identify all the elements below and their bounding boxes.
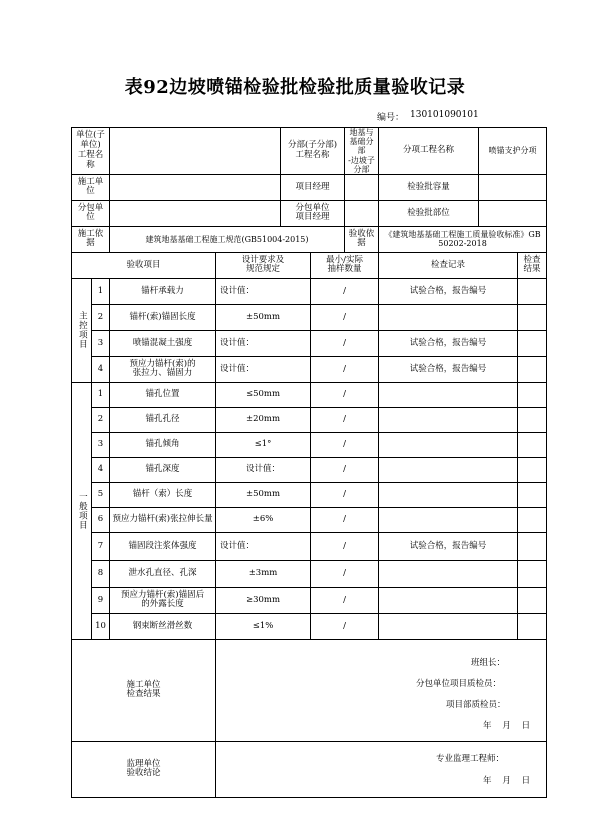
general-item-name: 泄水孔直径、孔深 [110, 560, 216, 587]
construction-unit-value[interactable] [110, 174, 281, 200]
main-item-no: 3 [92, 330, 110, 356]
general-item-name: 锚孔深度 [110, 457, 216, 482]
pm-label: 项目经理 [281, 174, 345, 200]
main-group-label: 主控项目 [72, 278, 92, 382]
code-label: 编号： [377, 113, 405, 123]
general-item-no: 3 [92, 432, 110, 457]
general-item-sample: / [311, 532, 379, 560]
general-item-no: 10 [92, 613, 110, 639]
col-item: 验收项目 [72, 252, 216, 278]
basis-value: 建筑地基基础工程施工规范(GB51004-2015) [110, 226, 345, 252]
supervision-label: 监理单位 验收结论 [72, 741, 216, 797]
construction-date: 年 月 日 [483, 720, 531, 731]
general-item-name: 锚孔倾角 [110, 432, 216, 457]
main-item-req: 设计值： [216, 356, 311, 382]
main-item-result[interactable] [518, 278, 547, 304]
general-item-sample: / [311, 507, 379, 532]
general-item-name: 预应力锚杆(索)张拉伸长量 [110, 507, 216, 532]
general-item-req: ≤50mm [216, 382, 311, 407]
construction-check-label: 施工单位 检查结果 [72, 639, 216, 741]
general-item-no: 9 [92, 587, 110, 613]
general-item-no: 1 [92, 382, 110, 407]
general-item-record [379, 560, 518, 587]
main-item-sample: / [311, 356, 379, 382]
col-record: 检查记录 [379, 252, 518, 278]
general-item-result[interactable] [518, 482, 547, 507]
main-item-no: 1 [92, 278, 110, 304]
main-item-sample: / [311, 304, 379, 330]
general-item-no: 6 [92, 507, 110, 532]
general-item-record [379, 507, 518, 532]
main-item-name: 预应力锚杆(索)的 张拉力、锚固力 [110, 356, 216, 382]
construction-check-sign-area[interactable] [216, 639, 547, 741]
general-item-record [379, 407, 518, 432]
main-item-record: 试验合格，报告编号 [379, 356, 518, 382]
main-item-record [379, 304, 518, 330]
general-item-sample: / [311, 432, 379, 457]
general-item-result[interactable] [518, 457, 547, 482]
general-item-req: ≥30mm [216, 587, 311, 613]
capacity-label: 检验批容量 [379, 174, 479, 200]
general-item-record [379, 457, 518, 482]
supervision-date: 年 月 日 [483, 775, 531, 786]
main-item-record: 试验合格，报告编号 [379, 330, 518, 356]
general-item-req: ≤1° [216, 432, 311, 457]
general-item-sample: / [311, 457, 379, 482]
sub-pm-label: 分包单位 项目经理 [281, 200, 345, 226]
general-item-name: 锚杆（索）长度 [110, 482, 216, 507]
general-item-req: 设计值： [216, 532, 311, 560]
col-result: 检查 结果 [518, 252, 547, 278]
division-label: 分部(子分部) 工程名称 [281, 128, 345, 175]
supervision-sign-area[interactable] [216, 741, 547, 797]
general-item-result[interactable] [518, 382, 547, 407]
general-item-req: ≤1% [216, 613, 311, 639]
general-item-name: 锚孔位置 [110, 382, 216, 407]
general-item-req: ±3mm [216, 560, 311, 587]
general-item-record [379, 432, 518, 457]
subitem-value: 喷锚支护分项 [479, 128, 547, 175]
main-item-result[interactable] [518, 330, 547, 356]
pm-value[interactable] [345, 174, 379, 200]
general-item-req: ±50mm [216, 482, 311, 507]
general-item-name: 锚固段注浆体强度 [110, 532, 216, 560]
main-item-name: 喷锚混凝土强度 [110, 330, 216, 356]
division-value: 地基与基础分部 -边坡子分部 [345, 128, 379, 175]
supervision-engineer-label: 专业监理工程师： [436, 753, 505, 764]
general-item-result[interactable] [518, 587, 547, 613]
main-item-req: 设计值： [216, 278, 311, 304]
general-item-result[interactable] [518, 432, 547, 457]
main-item-result[interactable] [518, 356, 547, 382]
general-item-result[interactable] [518, 532, 547, 560]
general-item-record [379, 482, 518, 507]
unit-label: 单位(子单位) 工程名称 [72, 128, 110, 175]
main-item-no: 4 [92, 356, 110, 382]
general-item-sample: / [311, 382, 379, 407]
quality-inspector-label: 项目部质检员： [446, 699, 506, 710]
general-group-label: 一般项目 [72, 382, 92, 639]
general-item-no: 8 [92, 560, 110, 587]
general-item-record [379, 613, 518, 639]
construction-unit-label: 施工单位 [72, 174, 110, 200]
sub-quality-inspector-label: 分包单位项目质检员： [416, 678, 502, 689]
general-item-record [379, 382, 518, 407]
general-item-req: 设计值： [216, 457, 311, 482]
general-item-result[interactable] [518, 507, 547, 532]
basis-label: 施工依据 [72, 226, 110, 252]
page-title: 表92边坡喷锚检验批检验批质量验收记录 [124, 77, 466, 98]
general-item-no: 2 [92, 407, 110, 432]
sub-unit-label: 分包单位 [72, 200, 110, 226]
acceptance-label: 验收依据 [345, 226, 379, 252]
general-item-name: 预应力锚杆(索)锚固后 的外露长度 [110, 587, 216, 613]
general-item-sample: / [311, 482, 379, 507]
inspection-table [71, 127, 547, 798]
general-item-name: 钢束断丝滑丝数 [110, 613, 216, 639]
main-item-result[interactable] [518, 304, 547, 330]
main-item-name: 锚杆(索)锚固长度 [110, 304, 216, 330]
general-item-record: 试验合格，报告编号 [379, 532, 518, 560]
main-item-sample: / [311, 278, 379, 304]
col-design: 设计要求及 规范规定 [216, 252, 311, 278]
general-item-no: 4 [92, 457, 110, 482]
col-sample: 最小/实际 抽样数量 [311, 252, 379, 278]
general-item-result[interactable] [518, 613, 547, 639]
location-value[interactable] [479, 200, 547, 226]
general-item-req: ±6% [216, 507, 311, 532]
main-item-name: 锚杆承载力 [110, 278, 216, 304]
main-item-sample: / [311, 330, 379, 356]
general-item-record [379, 587, 518, 613]
general-item-result[interactable] [518, 407, 547, 432]
unit-value[interactable] [110, 128, 281, 175]
general-item-sample: / [311, 613, 379, 639]
acceptance-value: 《建筑地基基础工程施工质量验收标准》GB 50202-2018 [379, 226, 547, 252]
main-item-record: 试验合格，报告编号 [379, 278, 518, 304]
general-item-sample: / [311, 560, 379, 587]
main-item-req: ±50mm [216, 304, 311, 330]
general-item-req: ±20mm [216, 407, 311, 432]
code-value: 130101090101 [410, 110, 479, 120]
general-item-no: 5 [92, 482, 110, 507]
location-label: 检验批部位 [379, 200, 479, 226]
main-item-no: 2 [92, 304, 110, 330]
general-item-no: 7 [92, 532, 110, 560]
main-item-req: 设计值： [216, 330, 311, 356]
general-item-sample: / [311, 407, 379, 432]
capacity-value[interactable] [479, 174, 547, 200]
sub-unit-value[interactable] [110, 200, 281, 226]
sub-pm-value[interactable] [345, 200, 379, 226]
general-item-result[interactable] [518, 560, 547, 587]
general-item-name: 锚孔孔径 [110, 407, 216, 432]
subitem-label: 分项工程名称 [379, 128, 479, 175]
team-leader-label: 班组长： [471, 657, 506, 668]
general-item-sample: / [311, 587, 379, 613]
